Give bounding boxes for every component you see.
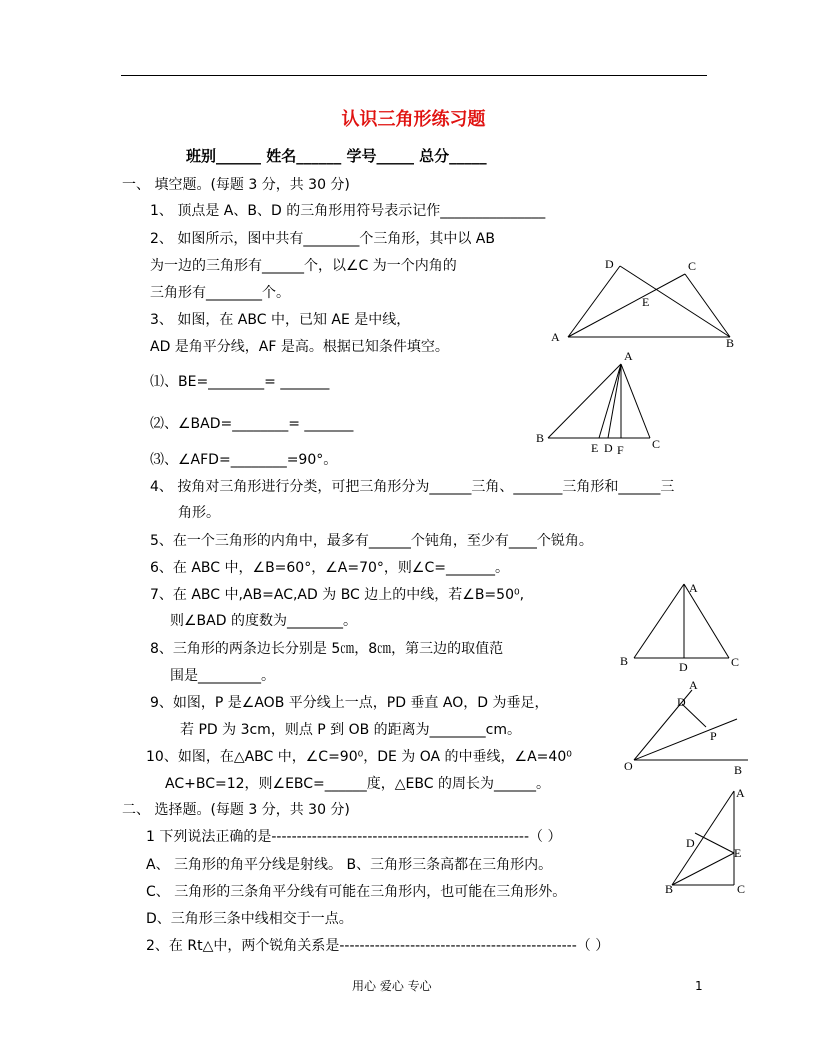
figure-q3-triangle	[532, 346, 672, 458]
q6-line: 6、在 ABC 中，∠B=60°，∠A=70°，则∠C=_______。	[150, 560, 509, 576]
q9-line2: 若 PD 为 3cm，则点 P 到 OB 的距离为________cm。	[180, 722, 522, 738]
mc1-options-ab: A、 三角形的角平分线是射线。 B、三角形三条高都在三角形内。	[146, 857, 553, 873]
section1-heading: 一、 填空题。(每题 3 分，共 30 分)	[122, 177, 350, 193]
q2-line1: 2、 如图所示，图中共有________个三角形，其中以 AB	[150, 231, 495, 247]
fig2-label-a: A	[624, 349, 633, 363]
q8-line2: 围是_________。	[170, 668, 275, 684]
fig4-label-o: O	[624, 759, 633, 773]
fig1-label-d: D	[605, 257, 614, 271]
q7-line1: 7、在 ABC 中,AB=AC,AD 为 BC 边上的中线，若∠B=50⁰,	[150, 587, 525, 603]
fig2-label-d: D	[604, 441, 613, 455]
fig4-label-p: P	[710, 729, 717, 743]
q3-line2: AD 是角平分线，AF 是高。根据已知条件填空。	[150, 339, 449, 355]
fig3-label-a: A	[689, 581, 698, 595]
fig1-label-c: C	[688, 259, 697, 273]
fig3-label-d: D	[679, 660, 688, 673]
mc1-option-c: C、 三角形的三条角平分线有可能在三角形内，也可能在三角形外。	[146, 884, 567, 900]
fig2-label-f: F	[617, 443, 624, 457]
fig2-label-e: E	[591, 441, 599, 455]
q7-line2: 则∠BAD 的度数为________。	[170, 613, 357, 629]
fig3-label-c: C	[731, 655, 740, 669]
fig1-label-e: E	[642, 295, 650, 309]
page-title: 认识三角形练习题	[341, 109, 486, 130]
fig2-label-c: C	[652, 437, 661, 451]
fig5-label-a: A	[736, 786, 745, 800]
q8-line1: 8、三角形的两条边长分别是 5㎝，8㎝，第三边的取值范	[150, 641, 504, 657]
q3-part2: ⑵、∠BAD=________= _______	[150, 416, 354, 432]
fig5-label-d: D	[686, 836, 695, 850]
q2-line2: 为一边的三角形有______个，以∠C 为一个内角的	[150, 258, 457, 274]
fig1-label-b: B	[726, 336, 735, 350]
figure-q2-triangles	[545, 252, 745, 352]
page-number: 1	[695, 979, 703, 993]
fig2-label-b: B	[536, 431, 545, 445]
q3-part1: ⑴、BE=________= _______	[150, 374, 330, 390]
mc1-option-d: D、三角形三条中线相交于一点。	[146, 911, 353, 927]
q3-part3: ⑶、∠AFD=________=90°。	[150, 452, 338, 468]
fig1-label-a: A	[551, 330, 560, 344]
figure-q9-angle	[620, 676, 750, 780]
fig4-label-d: D	[677, 695, 686, 709]
q1-line: 1、 顶点是 A、B、D 的三角形用符号表示记作_______________	[150, 203, 546, 219]
fig5-label-b: B	[665, 882, 674, 896]
mc2-question: 2、在 Rt△中，两个锐角关系是-----------------------------------------------（ ）	[146, 938, 610, 954]
fig5-label-c: C	[737, 882, 746, 896]
fig4-label-a: A	[689, 678, 698, 692]
header-rule	[121, 75, 707, 76]
fig4-label-b: B	[734, 763, 743, 777]
figure-q10-right-triangle	[655, 781, 755, 897]
page-footer: 用心 爱心 专心	[352, 979, 432, 993]
q2-line3: 三角形有________个。	[150, 285, 290, 301]
fig3-label-b: B	[620, 654, 629, 668]
q10-line1: 10、如图，在△ABC 中，∠C=90⁰，DE 为 OA 的中垂线，∠A=40⁰	[146, 749, 572, 765]
figure-q7-triangle	[617, 578, 747, 673]
q4-line1: 4、 按角对三角形进行分类，可把三角形分为______三角、_______三角形和______三	[150, 479, 675, 495]
q10-line2: AC+BC=12，则∠EBC=______度，△EBC 的周长为______。	[165, 776, 550, 792]
q4-line2: 角形。	[178, 505, 220, 521]
section2-heading: 二、 选择题。(每题 3 分，共 30 分)	[122, 802, 350, 818]
q5-line: 5、在一个三角形的内角中，最多有______个钝角，至少有____个锐角。	[150, 533, 593, 549]
mc1-question: 1 下列说法正确的是---------------------------------------------------（ ）	[146, 829, 562, 845]
fig5-label-e: E	[734, 846, 742, 860]
q9-line1: 9、如图，P 是∠AOB 平分线上一点，PD 垂直 AO，D 为垂足，	[150, 695, 549, 711]
student-info-line: 班别______ 姓名______ 学号_____ 总分_____	[186, 147, 487, 165]
q3-line1: 3、 如图，在 ABC 中，已知 AE 是中线，	[150, 312, 411, 328]
